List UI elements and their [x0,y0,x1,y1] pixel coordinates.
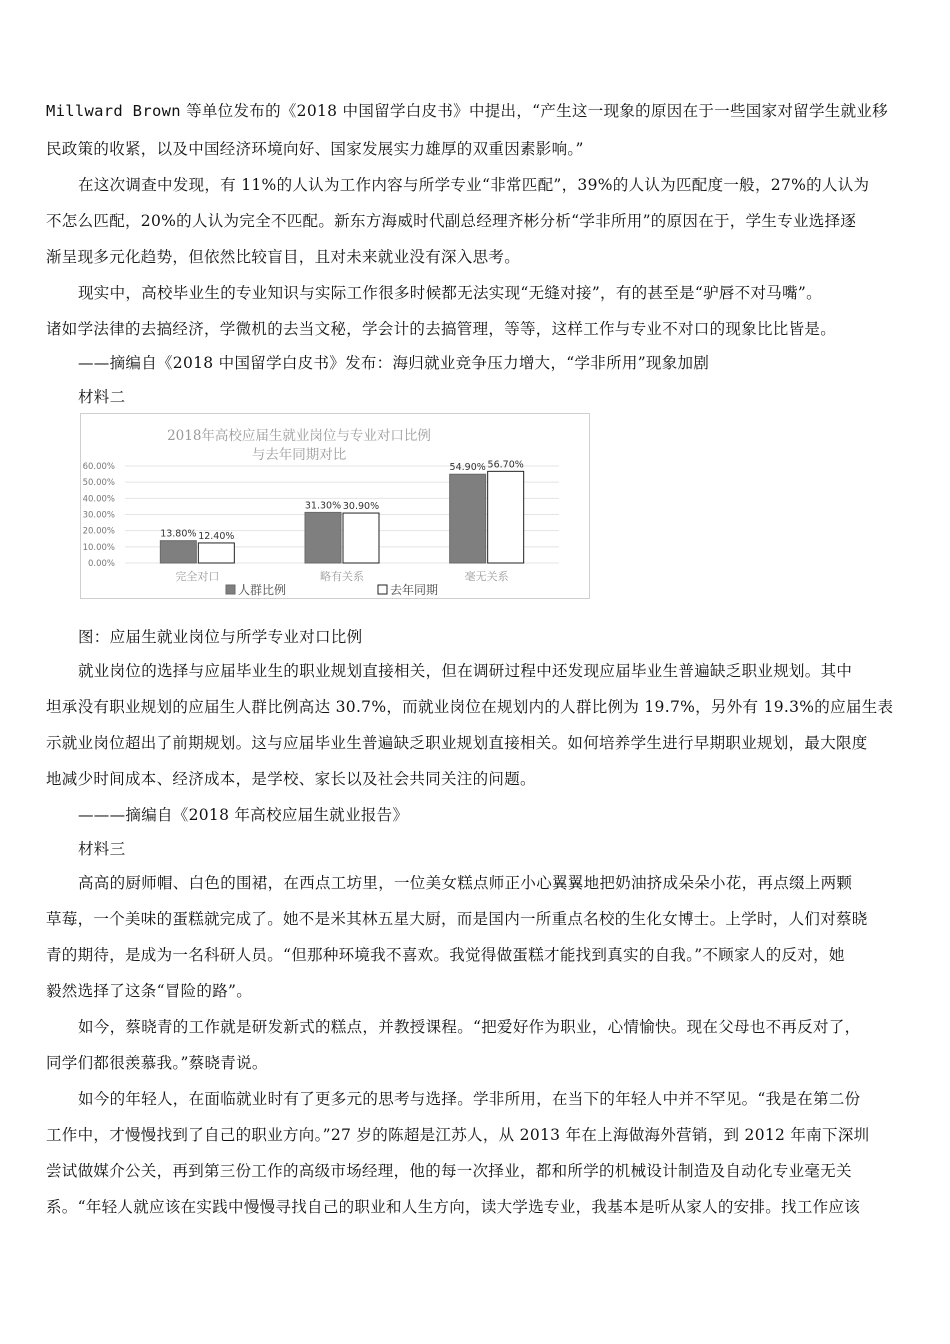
text-line: 不怎么匹配，20%的人认为完全不匹配。新东方海威时代副总经理齐彬分析“学非所用”的原因在于，学生专业选择逐 [46,212,857,230]
data-label: 31.30% [304,500,342,512]
text-line: 同学们都很羡慕我。”蔡晓青说。 [46,1054,268,1072]
material-heading: 材料二 [78,388,126,406]
bar-current [450,474,486,563]
text-line: 坦承没有职业规划的应届生人群比例高达 30.7%，而就业岗位在规划内的人群比例为 19.7%，另外有 19.3%的应届生表 [46,698,894,716]
y-tick-label: 0.00% [87,559,115,569]
chart-subtitle: 与去年同期对比 [251,447,347,463]
text-line: 渐呈现多元化趋势，但依然比较盲目，且对未来就业没有深入思考。 [46,248,521,266]
y-tick-label: 20.00% [82,526,115,537]
text-line: 工作中，才慢慢找到了自己的职业方向。”27 岁的陈超是江苏人，从 2013 年在上海做海外营销，到 2012 年南下深圳 [46,1126,870,1144]
text-line: 如今，蔡晓青的工作就是研发新式的糕点，并教授课程。“把爱好作为职业，心情愉快。现在父母也不再反对了， [78,1018,861,1036]
text-line: 诸如学法律的去搞经济，学微机的去当文秘，学会计的去搞管理，等等，这样工作与专业不对口的现象比比皆是。 [46,320,837,338]
text-line: 地减少时间成本、经济成本，是学校、家长以及社会共同关注的问题。 [46,770,536,788]
text-line: 系。“年轻人就应该在实践中慢慢寻找自己的职业和人生方向，读大学选专业，我基本是听从家人的安排。找工作应该 [46,1198,861,1216]
text-line: 就业岗位的选择与应届毕业生的职业规划直接相关，但在调研过程中还发现应届毕业生普遍缺乏职业规划。其中 [78,662,853,680]
text-line: 尝试做媒介公关，再到第三份工作的高级市场经理，他的每一次择业，都和所学的机械设计制造及自动化专业毫无关 [46,1162,852,1180]
text-run: Millward Brown [46,102,181,120]
data-label: 12.40% [198,530,235,542]
text-line [46,101,906,121]
text-line: 现实中，高校毕业生的专业知识与实际工作很多时候都无法实现“无缝对接”，有的甚至是“驴唇不对马嘴”。 [78,284,822,302]
bar-current [305,512,341,563]
legend-swatch-current [226,585,235,594]
data-label: 54.90% [449,462,486,474]
category-label: 完全对口 [175,570,220,583]
y-tick-label: 60.00% [82,462,115,472]
legend-label-current: 人群比例 [238,583,287,597]
bar-current [160,541,196,563]
y-tick-label: 40.00% [82,494,115,505]
text-line: 草莓，一个美味的蛋糕就完成了。她不是米其林五星大厨，而是国内一所重点名校的生化女博士。上学时，人们对蔡晓 [46,910,868,928]
source-citation: ——摘编自《2018 中国留学白皮书》发布：海归就业竞争压力增大，“学非所用”现象加剧 [78,354,710,372]
bar-last-year [198,543,234,563]
bar-last-year [343,513,379,563]
text-line: 示就业岗位超出了前期规划。这与应届毕业生普遍缺乏职业规划直接相关。如何培养学生进行早期职业规划，最大限度 [46,734,868,752]
source-citation: ———摘编自《2018 年高校应届生就业报告》 [78,806,409,824]
y-tick-label: 10.00% [82,542,115,553]
y-tick-label: 50.00% [82,478,115,489]
figure-caption: 图：应届生就业岗位与所学专业对口比例 [78,628,363,646]
text-line: 青的期待，是成为一名科研人员。“但那种环境我不喜欢。我觉得做蛋糕才能找到真实的自我。”不顾家人的反对，她 [46,946,845,964]
legend-swatch-last-year [378,585,387,594]
chart-canvas [81,414,589,598]
text-line: 民政策的收紧，以及中国经济环境向好、国家发展实力雄厚的双重因素影响。” [46,140,584,158]
category-label: 略有关系 [320,570,364,583]
chart-title: 2018年高校应届生就业岗位与专业对口比例 [167,428,431,444]
text-line: 毅然选择了这条“冒险的路”。 [46,982,253,1000]
text-run: 等单位发布的《2018 中国留学白皮书》中提出，“产生这一现象的原因在于一些国家对留学生就业移 [180,102,888,120]
bar-chart [80,413,590,599]
category-label: 毫无关系 [464,570,509,583]
data-label: 30.90% [342,501,380,513]
text-line: 如今的年轻人，在面临就业时有了更多元的思考与选择。学非所用，在当下的年轻人中并不罕见。“我是在第二份 [78,1090,861,1108]
material-heading: 材料三 [78,840,126,858]
data-label: 56.70% [487,459,524,471]
legend-label-last-year: 去年同期 [390,583,439,597]
data-label: 13.80% [160,528,197,540]
bar-last-year [488,471,524,563]
text-line: 高高的厨师帽、白色的围裙，在西点工坊里，一位美女糕点师正小心翼翼地把奶油挤成朵朵小花，再点缀上两颗 [78,874,853,892]
y-tick-label: 30.00% [82,510,115,521]
text-line: 在这次调查中发现，有 11%的人认为工作内容与所学专业“非常匹配”，39%的人认为匹配度一般，27%的人认为 [78,176,870,194]
